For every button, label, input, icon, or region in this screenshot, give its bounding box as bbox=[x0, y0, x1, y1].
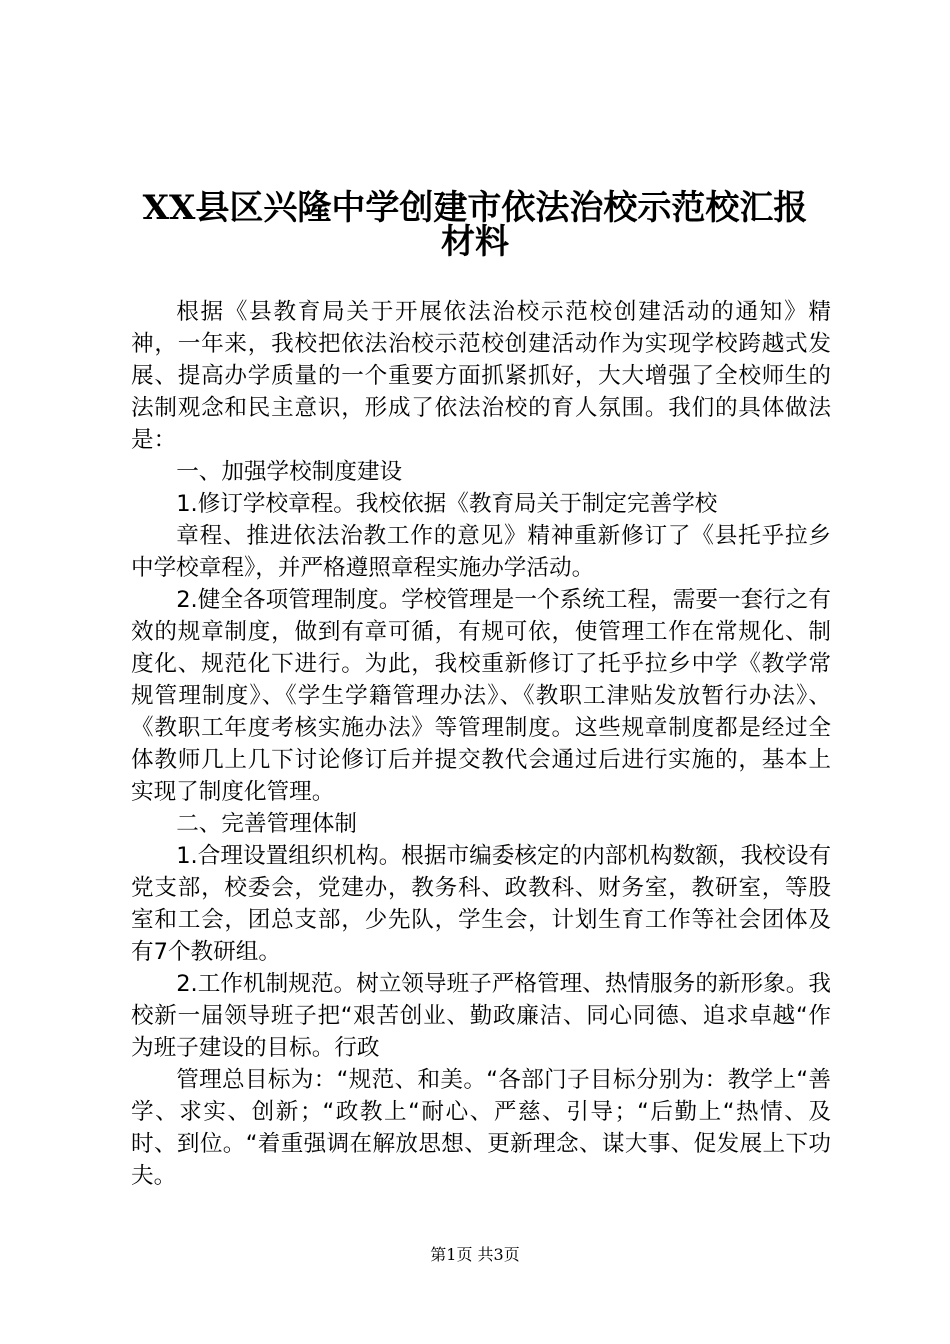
page-number-footer: 第1页 共3页 bbox=[430, 1245, 520, 1264]
paragraph-1-1-continued: 章程、推进依法治教工作的意见》精神重新修订了《县托乎拉乡中学校章程》，并严格遵照章程实施办学活动。 bbox=[131, 523, 831, 581]
section-heading-1: 一、加强学校制度建设 bbox=[176, 459, 403, 485]
paragraph-2-2-continued: 管理总目标为：“规范、和美。“各部门子目标分别为：教学上“善学、求实、创新；“政教上“耐心、严慈、引导；“后勤上“热情、及时、到位。“着重强调在解放思想、更新理念、谋大事、促发展上下功夫。 bbox=[131, 1067, 831, 1189]
paragraph-2-1: 1.合理设置组织机构。根据市编委核定的内部机构数额，我校设有党支部，校委会，党建办，教务科、政教科、财务室，教研室，等股室和工会，团总支部，少先队，学生会，计划生育工作等社会团体及有7个教研组。 bbox=[131, 843, 831, 965]
document-body bbox=[131, 296, 831, 1192]
paragraph-intro: 根据《县教育局关于开展依法治校示范校创建活动的通知》精神，一年来，我校把依法治校示范校创建活动作为实现学校跨越式发展、提高办学质量的一个重要方面抓紧抓好，大大增强了全校师生的法制观念和民主意识，形成了依法治校的育人氛围。我们的具体做法是： bbox=[131, 299, 831, 453]
paragraph-2-2: 2.工作机制规范。树立领导班子严格管理、热情服务的新形象。我校新一届领导班子把“艰苦创业、勤政廉洁、同心同德、追求卓越“作为班子建设的目标。行政 bbox=[131, 971, 831, 1061]
section-heading-2: 二、完善管理体制 bbox=[176, 811, 357, 837]
document-title-line-2: 材料 bbox=[441, 222, 509, 262]
document-title-line-1: XX县区兴隆中学创建市依法治校示范校汇报 bbox=[142, 188, 808, 228]
paragraph-1-1: 1.修订学校章程。我校依据《教育局关于制定完善学校 bbox=[176, 491, 718, 517]
paragraph-1-2: 2.健全各项管理制度。学校管理是一个系统工程，需要一套行之有效的规章制度，做到有章可循，有规可依，使管理工作在常规化、制度化、规范化下进行。为此，我校重新修订了托乎拉乡中学《教学常规管理制度》、《学生学籍管理办法》、《教职工津贴发放暂行办法》、《教职工年度考核实施办法》等管理制度。这些规章制度都是经过全体教师几上几下讨论修订后并提交教代会通过后进行实施的，基本上实现了制度化管理。 bbox=[131, 587, 831, 805]
